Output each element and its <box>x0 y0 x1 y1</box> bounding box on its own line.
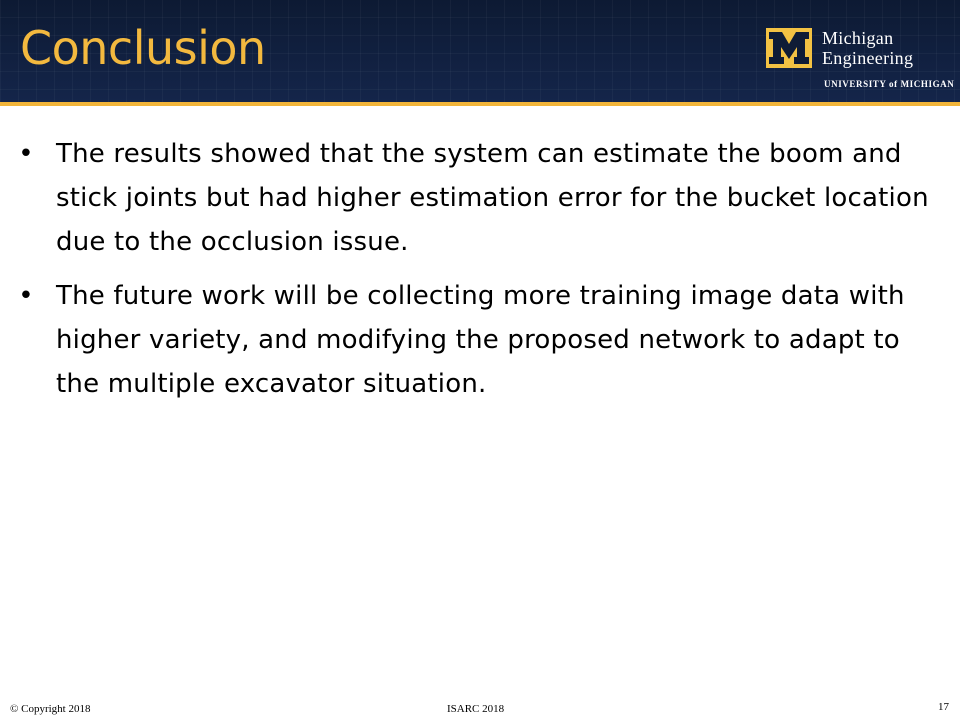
bullet-text: The future work will be collecting more training image data with higher variety, and modifying the proposed network to adapt to the multiple excavator situation. <box>56 281 905 399</box>
bullet-item <box>16 274 940 406</box>
bullet-text: The results showed that the system can estimate the boom and stick joints but had higher estimation error for the bucket location due to the occlusion issue. <box>56 139 929 257</box>
bullet-item <box>16 132 940 264</box>
michigan-engineering-logo <box>766 28 954 92</box>
footer-copyright: © Copyright 2018 <box>10 703 91 715</box>
block-m-icon <box>766 28 812 68</box>
slide-title: Conclusion <box>20 21 266 75</box>
slide-number: 17 <box>938 701 949 713</box>
bullet-point-icon: • <box>18 139 34 169</box>
bullet-list <box>16 132 940 416</box>
logo-wordmark-michigan: Michigan <box>822 28 894 48</box>
header-divider <box>0 102 960 106</box>
logo-wordmark-engineering: Engineering <box>822 48 914 68</box>
footer-conference: ISARC 2018 <box>447 703 505 715</box>
bullet-point-icon: • <box>18 281 34 311</box>
logo-university: UNIVERSITY of MICHIGAN <box>824 79 955 89</box>
